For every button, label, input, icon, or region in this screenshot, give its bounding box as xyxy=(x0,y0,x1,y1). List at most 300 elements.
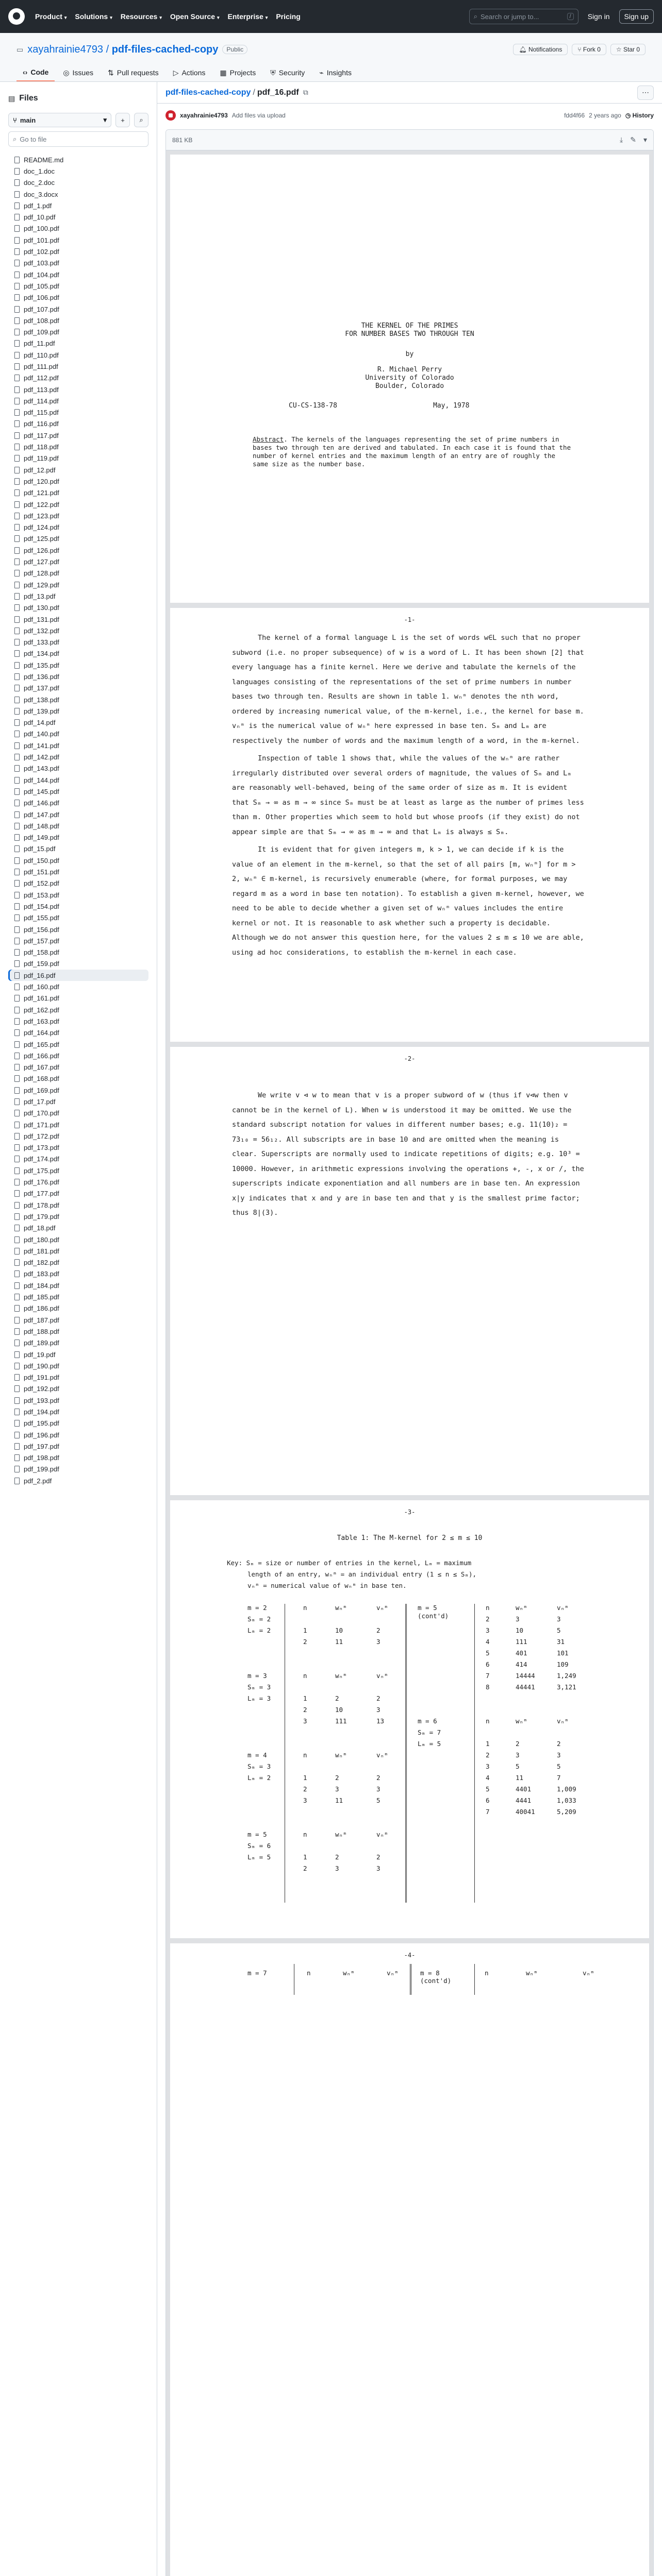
table-cell-w: 44441 xyxy=(516,1683,535,1691)
file-icon xyxy=(14,1190,20,1197)
file-icon xyxy=(14,984,20,990)
table-block-label: m = 8 (cont'd) xyxy=(420,1969,452,1985)
file-tree-item[interactable] xyxy=(8,510,148,521)
table-cell-w: 4401 xyxy=(516,1785,532,1793)
nav-resources[interactable]: Resources ▾ xyxy=(120,12,162,21)
table-cell-n: 2 xyxy=(486,1751,490,1759)
file-tree-item[interactable] xyxy=(8,820,148,832)
file-tree-item[interactable] xyxy=(8,556,148,567)
file-tree-item[interactable] xyxy=(8,786,148,797)
file-name: pdf_120.pdf xyxy=(24,477,59,485)
file-tree-item[interactable] xyxy=(8,659,148,671)
file-name: pdf_109.pdf xyxy=(24,328,59,336)
commit-time: 2 years ago xyxy=(589,112,621,119)
file-tree-item[interactable] xyxy=(8,407,148,418)
file-tree-item[interactable] xyxy=(8,1360,148,1371)
file-tree-item[interactable] xyxy=(8,717,148,728)
file-icon xyxy=(14,1064,20,1071)
file-icon xyxy=(14,467,20,473)
file-tree-item[interactable] xyxy=(8,533,148,545)
table-cell-v: 5,209 xyxy=(557,1808,576,1816)
repo-owner-link[interactable]: xayahrainie4793 xyxy=(27,43,104,55)
file-name: pdf_138.pdf xyxy=(24,696,59,704)
file-tree-item[interactable] xyxy=(8,487,148,499)
repo-title: xayahrainie4793 / pdf-files-cached-copy xyxy=(27,43,219,55)
file-name: pdf_174.pdf xyxy=(24,1155,59,1163)
file-tree-item[interactable] xyxy=(8,625,148,636)
column-header: vₙᵐ xyxy=(376,1751,388,1759)
file-name: pdf_141.pdf xyxy=(24,741,59,750)
file-tree-item[interactable] xyxy=(8,1464,148,1475)
file-name: pdf_1.pdf xyxy=(24,201,52,210)
file-tree-item[interactable] xyxy=(8,1245,148,1257)
file-name: pdf_145.pdf xyxy=(24,787,59,795)
file-tree-item[interactable] xyxy=(8,590,148,602)
table-cell-w: 5 xyxy=(516,1762,520,1770)
file-name: pdf_101.pdf xyxy=(24,236,59,244)
file-name: pdf_168.pdf xyxy=(24,1075,59,1083)
tab-security[interactable]: ⛨ Security xyxy=(270,68,305,77)
file-tree-item[interactable] xyxy=(8,200,148,211)
kernel-size: Sₘ = 3 xyxy=(247,1762,271,1770)
file-tree-item[interactable] xyxy=(8,430,148,441)
file-tree-item[interactable] xyxy=(8,1108,148,1119)
file-tree-item[interactable] xyxy=(8,1061,148,1073)
file-tree-item[interactable] xyxy=(8,1199,148,1211)
nav-product[interactable]: Product ▾ xyxy=(35,12,67,21)
file-tree-item[interactable] xyxy=(8,924,148,935)
tab-issues[interactable]: ◎ Issues xyxy=(63,68,94,77)
file-icon xyxy=(14,524,20,531)
file-icon xyxy=(14,1029,20,1036)
go-to-file-input[interactable]: ⌕ Go to file xyxy=(8,131,148,147)
file-icon xyxy=(14,1432,20,1438)
file-tree-item[interactable] xyxy=(8,338,148,349)
file-tree-item[interactable] xyxy=(8,349,148,361)
file-name: pdf_185.pdf xyxy=(24,1293,59,1301)
file-name: pdf_107.pdf xyxy=(24,305,59,313)
file-tree-item[interactable] xyxy=(8,855,148,866)
file-tree-item[interactable] xyxy=(8,1015,148,1027)
column-header: wₙᵐ xyxy=(526,1969,538,1977)
file-icon xyxy=(14,1466,20,1472)
breadcrumb-repo-link[interactable]: pdf-files-cached-copy xyxy=(166,88,251,97)
notifications-button[interactable]: 🔔︎ Notifications xyxy=(513,44,568,55)
kebab-icon: ⋯ xyxy=(642,88,649,96)
file-tree-item[interactable] xyxy=(8,1039,148,1050)
file-icon xyxy=(14,972,20,979)
file-name: pdf_116.pdf xyxy=(24,420,59,428)
search-files-button[interactable] xyxy=(134,113,148,127)
file-tree-item[interactable] xyxy=(8,843,148,855)
chevron-down-icon: ▾ xyxy=(159,15,162,20)
column-header: wₙᵐ xyxy=(335,1672,347,1680)
file-tree-item[interactable] xyxy=(8,395,148,406)
file-name: pdf_171.pdf xyxy=(24,1121,59,1129)
file-icon xyxy=(14,1259,20,1266)
file-name: pdf_119.pdf xyxy=(24,454,59,463)
file-tree-item[interactable] xyxy=(8,453,148,464)
file-tree-item[interactable] xyxy=(8,694,148,705)
file-name: pdf_156.pdf xyxy=(24,925,59,934)
file-icon xyxy=(14,616,20,623)
file-tree-item[interactable] xyxy=(8,970,148,981)
pdf-page-2 xyxy=(170,608,649,1042)
file-tree-item[interactable] xyxy=(8,878,148,889)
tab-projects[interactable]: ▦ Projects xyxy=(220,68,256,77)
table-block-label: (cont'd) xyxy=(418,1612,449,1620)
file-name: pdf_146.pdf xyxy=(24,799,59,807)
file-icon xyxy=(14,179,20,186)
sign-up-button[interactable]: Sign up xyxy=(619,9,654,24)
file-name: pdf_130.pdf xyxy=(24,604,59,612)
file-tree-item[interactable] xyxy=(8,683,148,694)
file-name: pdf_194.pdf xyxy=(24,1408,59,1416)
paragraph: The kernel of a formal language L is the set of words w∈L such that no proper subword (i.e. no proper subsequence) of w is a word of L. It has been shown [2] that every language has a finite kernel. Here we derive and tabulate the kernels of the languages consisting of the representations of the set of prime numbers in number bases two through ten. Results are shown in table 1. wₙᵐ denotes the nth word, ordered by increasing numerical value, of the m-kernel, i.e., the kernel for base m. vₙᵐ is the numerical value of wₙᵐ here expressed in base ten. Sₘ and Lₘ are respectively the number of words and the maximum length of a word, in the m-kernel. xyxy=(232,634,584,745)
file-tree-item[interactable] xyxy=(8,246,148,257)
column-header: wₙᵐ xyxy=(335,1831,347,1838)
file-tree-item[interactable] xyxy=(8,648,148,659)
file-icon xyxy=(14,719,20,726)
file-icon xyxy=(14,673,20,680)
column-header: vₙᵐ xyxy=(557,1604,569,1612)
table-block-label: m = 3 xyxy=(247,1672,267,1680)
file-name: README.md xyxy=(24,156,64,164)
copy-path-icon[interactable]: ⧉ xyxy=(303,88,308,96)
file-tree-item[interactable] xyxy=(8,946,148,958)
column-header: vₙᵐ xyxy=(376,1604,388,1612)
file-name: pdf_161.pdf xyxy=(24,994,59,1003)
file-tree-item[interactable] xyxy=(8,1130,148,1142)
file-name: pdf_126.pdf xyxy=(24,546,59,554)
file-icon xyxy=(14,708,20,715)
file-icon xyxy=(14,398,20,404)
file-tree-item[interactable] xyxy=(8,705,148,717)
file-tree-item[interactable] xyxy=(8,1096,148,1107)
file-icon xyxy=(14,1385,20,1392)
file-tree-item[interactable] xyxy=(8,1211,148,1222)
file-tree-item[interactable] xyxy=(8,177,148,189)
download-icon[interactable]: ⤓ xyxy=(620,135,623,144)
github-logo-icon[interactable] xyxy=(8,8,25,25)
file-tree-item[interactable] xyxy=(8,280,148,292)
file-tree-item[interactable] xyxy=(8,1268,148,1280)
file-icon xyxy=(14,214,20,221)
file-tree-item[interactable] xyxy=(8,774,148,786)
file-name: pdf_189.pdf xyxy=(24,1339,59,1347)
global-search-input[interactable]: ⌕ Search or jump to... / xyxy=(469,9,578,24)
file-tree-item[interactable] xyxy=(8,763,148,774)
file-name: pdf_190.pdf xyxy=(24,1362,59,1370)
file-tree-item[interactable] xyxy=(8,154,148,165)
file-tree-item[interactable] xyxy=(8,1303,148,1314)
file-icon xyxy=(14,260,20,266)
commit-hash[interactable]: fdd4f66 xyxy=(564,112,585,119)
kernel-size: Sₘ = 7 xyxy=(418,1728,441,1736)
file-tree-item[interactable] xyxy=(8,1349,148,1360)
issue-icon: ◎ xyxy=(63,68,70,77)
file-icon xyxy=(14,455,20,462)
file-icon xyxy=(14,329,20,335)
file-icon xyxy=(14,1454,20,1461)
file-tree-item[interactable] xyxy=(8,832,148,843)
file-icon xyxy=(14,340,20,347)
file-tree-item[interactable] xyxy=(8,935,148,946)
file-tree-item[interactable] xyxy=(8,798,148,809)
file-tree-item[interactable] xyxy=(8,441,148,452)
file-tree-item[interactable] xyxy=(8,234,148,246)
file-name: pdf_178.pdf xyxy=(24,1201,59,1209)
file-icon xyxy=(14,754,20,760)
file-list xyxy=(8,154,148,1486)
column-header: wₙᵐ xyxy=(516,1604,527,1612)
file-icon xyxy=(14,1087,20,1094)
file-tree-item[interactable] xyxy=(8,476,148,487)
nav-open-source[interactable]: Open Source ▾ xyxy=(170,12,220,21)
file-tree-item[interactable] xyxy=(8,303,148,315)
tab-insights[interactable]: ⌁ Insights xyxy=(319,68,352,77)
file-tree-item[interactable] xyxy=(8,889,148,901)
file-tree-item[interactable] xyxy=(8,269,148,280)
file-tree-item[interactable] xyxy=(8,1154,148,1165)
file-name: pdf_115.pdf xyxy=(24,409,59,417)
file-tree-item[interactable] xyxy=(8,189,148,200)
column-header: n xyxy=(485,1969,489,1977)
file-tree-item[interactable] xyxy=(8,326,148,337)
table-cell-v: 3 xyxy=(376,1865,380,1872)
file-tree-item[interactable] xyxy=(8,809,148,820)
file-icon xyxy=(14,1294,20,1300)
file-name: pdf_123.pdf xyxy=(24,512,59,520)
table-cell-n: 4 xyxy=(486,1638,490,1646)
page-number: -1- xyxy=(404,616,416,623)
avatar[interactable] xyxy=(166,110,176,121)
file-tree-item[interactable] xyxy=(8,1395,148,1406)
nav-solutions[interactable]: Solutions ▾ xyxy=(75,12,112,21)
file-tree-item[interactable] xyxy=(8,568,148,579)
file-tree-item[interactable] xyxy=(8,579,148,590)
file-tree-item[interactable] xyxy=(8,1119,148,1130)
breadcrumb-file: pdf_16.pdf xyxy=(257,88,299,97)
sidebar-title: Files xyxy=(19,94,38,103)
file-tree-item[interactable] xyxy=(8,751,148,762)
file-name: pdf_102.pdf xyxy=(24,248,59,256)
file-tree-item[interactable] xyxy=(8,1176,148,1188)
table-cell-n: 6 xyxy=(486,1660,490,1668)
file-tree-item[interactable] xyxy=(8,866,148,877)
file-tree-item[interactable] xyxy=(8,545,148,556)
file-tree-item[interactable] xyxy=(8,1475,148,1486)
file-tree-item[interactable] xyxy=(8,993,148,1004)
file-icon xyxy=(14,1075,20,1082)
file-name: pdf_122.pdf xyxy=(24,500,59,509)
file-name: pdf_181.pdf xyxy=(24,1247,59,1255)
file-icon xyxy=(14,272,20,278)
file-tree-item[interactable] xyxy=(8,614,148,625)
file-icon xyxy=(14,1328,20,1335)
file-tree-item[interactable] xyxy=(8,522,148,533)
file-tree-item[interactable] xyxy=(8,1429,148,1440)
nav-enterprise[interactable]: Enterprise ▾ xyxy=(227,12,268,21)
file-name: pdf_169.pdf xyxy=(24,1086,59,1094)
history-button[interactable]: ◷ History xyxy=(625,112,654,119)
tab-actions[interactable]: ▷ Actions xyxy=(173,68,206,77)
sidebar-toggle-icon[interactable]: ▤ xyxy=(8,94,15,103)
clock-icon: ◷ xyxy=(625,112,633,119)
branch-selector[interactable]: ⑂ main ▾ xyxy=(8,113,111,127)
file-tree-item[interactable] xyxy=(8,728,148,740)
file-tree-item[interactable] xyxy=(8,1440,148,1452)
file-tree-item[interactable] xyxy=(8,223,148,234)
file-tree-item[interactable] xyxy=(8,418,148,430)
search-icon: ⌕ xyxy=(473,12,477,20)
tab-code[interactable]: ‹› Code xyxy=(16,64,55,81)
file-icon xyxy=(14,1041,20,1048)
file-tree-item[interactable] xyxy=(8,384,148,395)
table-cell-v: 109 xyxy=(557,1660,569,1668)
table-cell-v: 2 xyxy=(376,1626,380,1634)
chevron-down-icon[interactable]: ▾ xyxy=(643,135,647,144)
file-tree-item[interactable] xyxy=(8,1280,148,1291)
commit-author[interactable]: xayahrainie4793 xyxy=(180,112,228,119)
file-icon xyxy=(14,547,20,554)
file-tree-item[interactable] xyxy=(8,1142,148,1154)
column-header: n xyxy=(303,1604,307,1612)
commit-message[interactable]: Add files via upload xyxy=(231,112,286,119)
repo-name-link[interactable]: pdf-files-cached-copy xyxy=(111,43,219,55)
file-tree-item[interactable] xyxy=(8,499,148,510)
column-header: wₙᵐ xyxy=(335,1751,347,1759)
file-name: pdf_162.pdf xyxy=(24,1006,59,1014)
file-tree-item[interactable] xyxy=(8,165,148,177)
table-cell-v: 1,009 xyxy=(557,1785,576,1793)
fork-button[interactable]: ⑂ Fork 0 xyxy=(572,44,606,55)
file-tree-item[interactable] xyxy=(8,1027,148,1039)
file-name: pdf_18.pdf xyxy=(24,1224,56,1232)
file-name: pdf_175.pdf xyxy=(24,1166,59,1175)
file-icon xyxy=(14,914,20,921)
file-name: pdf_113.pdf xyxy=(24,385,59,394)
file-icon xyxy=(14,1248,20,1255)
file-tree-item[interactable] xyxy=(8,602,148,614)
file-tree-item[interactable] xyxy=(8,912,148,924)
file-tree-item[interactable] xyxy=(8,464,148,476)
file-name: pdf_193.pdf xyxy=(24,1396,59,1404)
file-name: pdf_167.pdf xyxy=(24,1063,59,1072)
file-icon xyxy=(14,788,20,795)
repo-header xyxy=(0,33,662,82)
file-tree-item[interactable] xyxy=(8,1050,148,1061)
star-button[interactable]: ☆ Star 0 xyxy=(610,44,646,55)
table-cell-v: 31 xyxy=(557,1638,565,1646)
pdf-render-area[interactable] xyxy=(166,150,653,2576)
file-tree-item[interactable] xyxy=(8,1084,148,1096)
file-name: pdf_129.pdf xyxy=(24,581,59,589)
file-tree-item[interactable] xyxy=(8,1418,148,1429)
file-icon xyxy=(14,938,20,944)
file-tree-item[interactable] xyxy=(8,258,148,269)
file-name: pdf_184.pdf xyxy=(24,1281,59,1290)
file-icon xyxy=(14,444,20,450)
table-cell-v: 13 xyxy=(376,1717,385,1725)
breadcrumb: pdf-files-cached-copy / pdf_16.pdf ⧉ ⋯ xyxy=(157,82,662,104)
add-file-button[interactable] xyxy=(115,113,130,127)
file-tree-item[interactable] xyxy=(8,981,148,992)
sign-in-link[interactable]: Sign in xyxy=(587,12,610,21)
table-cell-w: 11 xyxy=(516,1774,524,1782)
file-tree-item[interactable] xyxy=(8,636,148,648)
file-icon xyxy=(14,880,20,887)
file-icon xyxy=(14,478,20,485)
file-tree-item[interactable] xyxy=(8,372,148,384)
file-icon xyxy=(14,1018,20,1025)
file-tree-item[interactable] xyxy=(8,1234,148,1245)
file-icon xyxy=(14,811,20,818)
file-tree-item[interactable] xyxy=(8,1406,148,1417)
file-tree-item[interactable] xyxy=(8,740,148,751)
file-name: pdf_124.pdf xyxy=(24,523,59,532)
tab-pull-requests[interactable]: ⇅ Pull requests xyxy=(108,68,159,77)
file-tree-item[interactable] xyxy=(8,1314,148,1326)
file-name: pdf_160.pdf xyxy=(24,983,59,991)
file-icon xyxy=(14,857,20,864)
file-tree-item[interactable] xyxy=(8,292,148,303)
file-tree-item[interactable] xyxy=(8,958,148,970)
table-cell-n: 2 xyxy=(303,1706,307,1714)
file-tree-item[interactable] xyxy=(8,1004,148,1015)
paragraph: It is evident that for given integers m, k > 1, we can decide if k is the value of an element in the m-kernel, so that the set of all pairs [m, wₙᵐ] for m > 2, wₙᵐ ∈ m-kernel, is recursively enumerable (where, for formal purposes, we may regard m as a word in base ten notation). To establish a given m-kernel, however, we need to be able to decide whether a given set of wₙᵐ values includes the entire kernel or not. It is reasonable to ask whether such a property is decidable. Although we do not answer this question here, for the values 2 ≤ m ≤ 10 we are able, using ad hoc considerations, to establish the m-kernel in each case. xyxy=(232,845,584,957)
file-tree-item[interactable] xyxy=(8,1165,148,1176)
file-tree-item[interactable] xyxy=(8,211,148,223)
file-name: pdf_195.pdf xyxy=(24,1419,59,1428)
chevron-down-icon: ▾ xyxy=(217,15,220,20)
file-name: pdf_177.pdf xyxy=(24,1190,59,1198)
nav-pricing[interactable]: Pricing xyxy=(276,12,301,21)
more-options-button[interactable] xyxy=(637,86,654,100)
chevron-down-icon: ▾ xyxy=(265,15,268,20)
file-tree-item[interactable] xyxy=(8,1188,148,1199)
file-name: pdf_117.pdf xyxy=(24,431,59,439)
file-tree-item[interactable] xyxy=(8,1291,148,1302)
file-tree-item[interactable] xyxy=(8,671,148,682)
file-icon xyxy=(14,1007,20,1013)
file-tree-item[interactable] xyxy=(8,1326,148,1337)
table-cell-n: 1 xyxy=(303,1626,307,1634)
global-header xyxy=(0,0,662,33)
file-tree-item[interactable] xyxy=(8,1371,148,1383)
file-tree-item[interactable] xyxy=(8,901,148,912)
file-icon xyxy=(14,501,20,508)
file-tree-item[interactable] xyxy=(8,1337,148,1349)
file-tree-item[interactable] xyxy=(8,315,148,326)
table-cell-n: 7 xyxy=(486,1808,490,1816)
file-tree-item[interactable] xyxy=(8,361,148,372)
search-shortcut-key: / xyxy=(567,13,574,20)
file-tree-item[interactable] xyxy=(8,1257,148,1268)
file-icon xyxy=(14,823,20,829)
global-nav xyxy=(35,12,301,21)
file-tree-item[interactable] xyxy=(8,1223,148,1234)
file-tree-item[interactable] xyxy=(8,1383,148,1395)
file-tree-item[interactable] xyxy=(8,1073,148,1084)
table-cell-n: 1 xyxy=(303,1694,307,1702)
file-name: pdf_150.pdf xyxy=(24,856,59,865)
file-icon xyxy=(14,1179,20,1185)
table-cell-v: 1,249 xyxy=(557,1672,576,1680)
file-tree-item[interactable] xyxy=(8,1452,148,1464)
edit-icon[interactable]: ✎ xyxy=(630,135,636,144)
file-icon xyxy=(14,352,20,359)
